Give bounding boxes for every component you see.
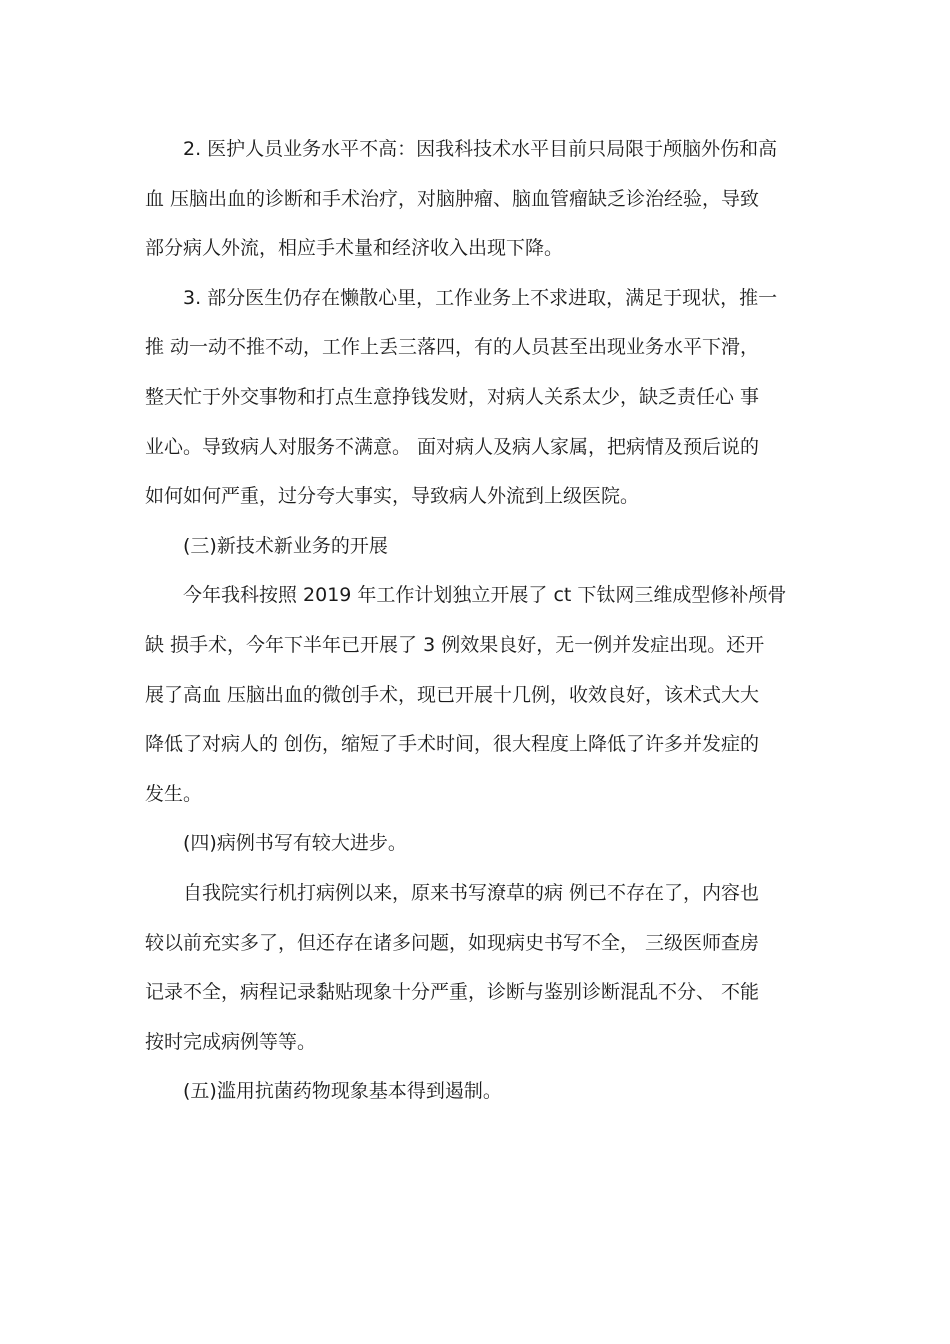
heading-case-writing [145,819,785,869]
text-line: 2. 医护人员业务水平不高：因我科技术水平目前只局限于颅脑外伤和高 [183,138,778,160]
text-line: 较以前充实多了，但还存在诸多问题，如现病史书写不全， 三级医师查房 [145,931,760,954]
text-line: 降低了对病人的 创伤，缩短了手术时间，很大程度上降低了许多并发症的 [145,733,760,756]
section-heading: (三)新技术新业务的开展 [183,534,388,557]
text-line: 缺 损手术，今年下半年已开展了 3 例效果良好，无一例并发症出现。还开 [145,633,765,656]
heading-antibiotic-control [145,1067,785,1117]
paragraph-doctor-attitude [145,274,785,522]
text-line: 业心。导致病人对服务不满意。 面对病人及病人家属，把病情及预后说的 [145,435,760,458]
section-heading: (五)滥用抗菌药物现象基本得到遏制。 [183,1080,502,1103]
text-line: 今年我科按照 2019 年工作计划独立开展了 ct 下钛网三维成型修补颅骨 [183,584,787,607]
text-line: 整天忙于外交事物和打点生意挣钱发财，对病人关系太少，缺乏责任心 事 [145,385,760,408]
text-line: 推 动一动不推不动，工作上丢三落四，有的人员甚至出现业务水平下滑， [145,336,760,359]
paragraph-case-writing [145,869,785,1067]
document-body [145,125,785,1117]
text-line: 按时完成病例等等。 [145,1030,317,1053]
paragraph-staff-skill [145,125,785,274]
text-line: 发生。 [145,782,203,805]
heading-new-technology [145,522,785,572]
text-line: 3. 部分医生仍存在懒散心里，工作业务上不求进取，满足于现状，推一 [183,286,778,309]
paragraph-new-technology [145,571,785,819]
text-line: 自我院实行机打病例以来，原来书写潦草的病 例已不存在了，内容也 [183,881,760,904]
text-line: 记录不全，病程记录黏贴现象十分严重，诊断与鉴别诊断混乱不分、 不能 [145,981,760,1004]
text-line: 如何如何严重，过分夸大事实，导致病人外流到上级医院。 [145,485,640,508]
text-line: 展了高血 压脑出血的微创手术，现已开展十几例，收效良好，该术式大大 [145,683,760,706]
text-line: 部分病人外流，相应手术量和经济收入出现下降。 [145,237,564,260]
section-heading: (四)病例书写有较大进步。 [183,832,407,855]
text-line: 血 压脑出血的诊断和手术治疗，对脑肿瘤、脑血管瘤缺乏诊治经验，导致 [145,187,760,210]
